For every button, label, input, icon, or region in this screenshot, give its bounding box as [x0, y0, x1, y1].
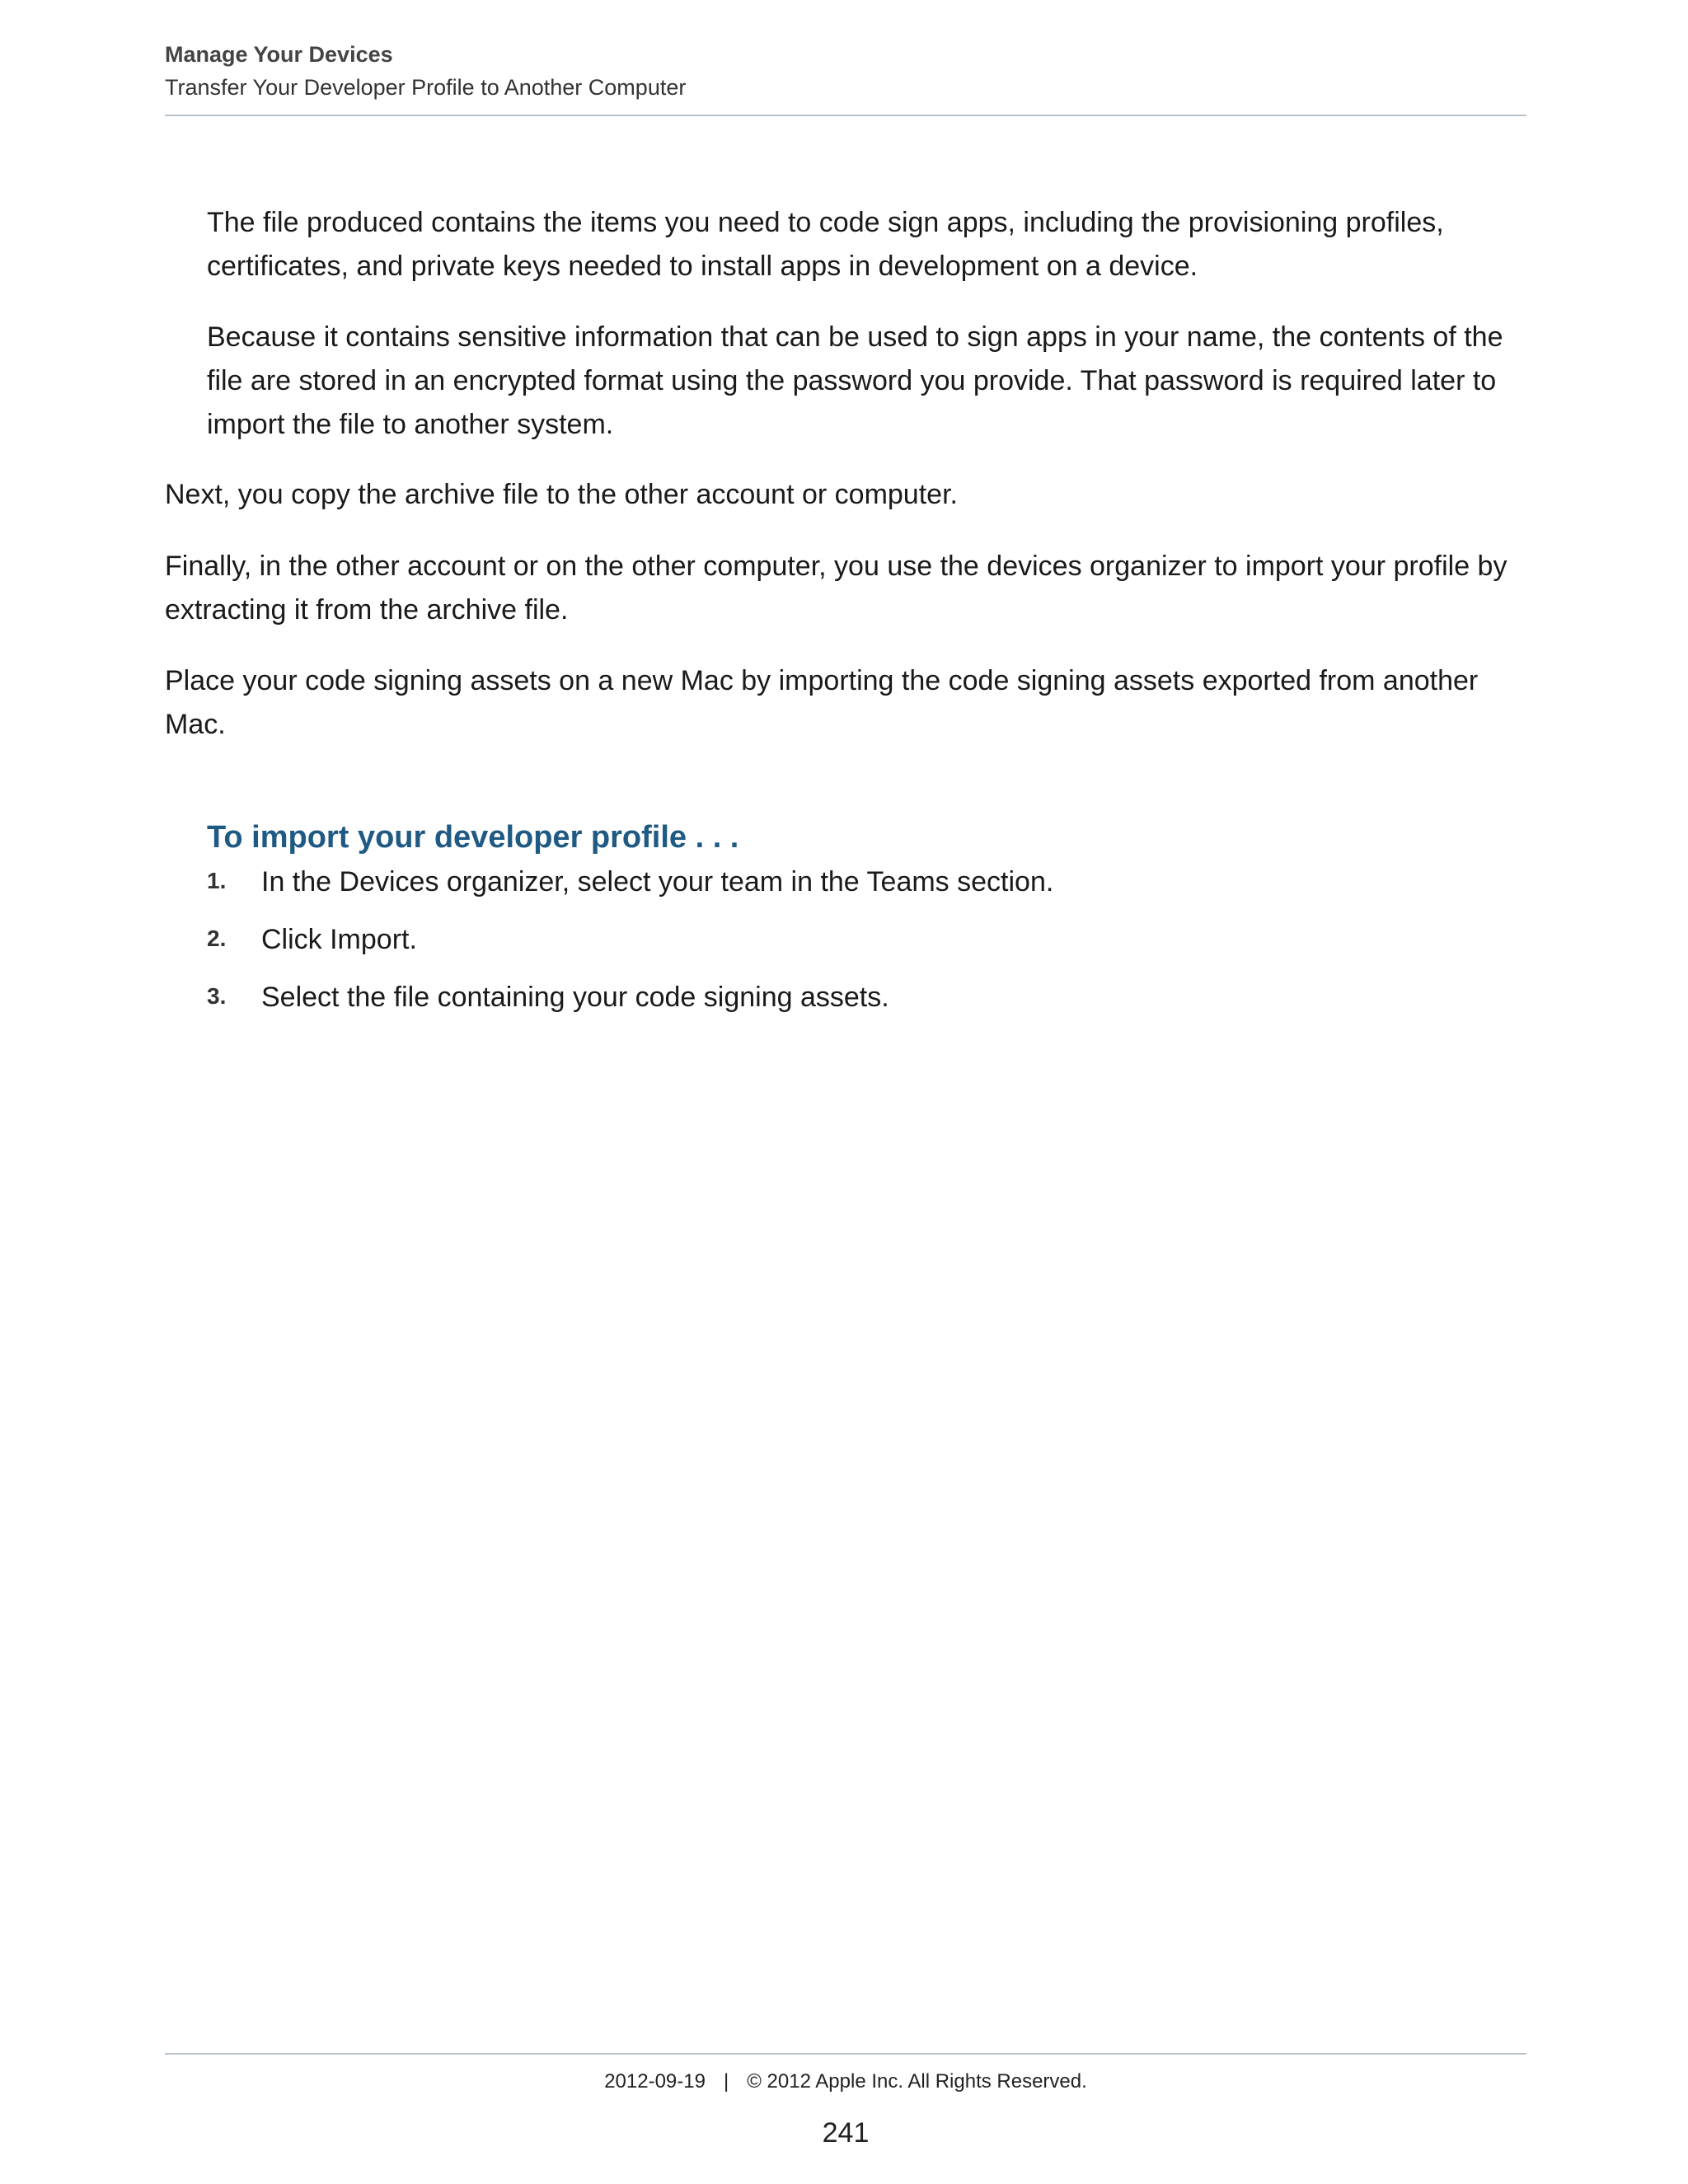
task-heading: To import your developer profile . . .	[207, 820, 739, 855]
paragraph-place-assets: Place your code signing assets on a new Mac by importing the code signing assets exported from another Mac.	[165, 665, 1479, 740]
page-number: 241	[822, 2117, 870, 2149]
section-title: Transfer Your Developer Profile to Another Computer	[165, 75, 687, 100]
footer-separator: |	[723, 2070, 729, 2093]
step-2	[207, 918, 1526, 964]
footer-date: 2012-09-19	[604, 2070, 706, 2093]
paragraph-copy-archive: Next, you copy the archive file to the other account or computer.	[165, 479, 958, 510]
paragraph-sensitive-info: Because it contains sensitive information that can be used to sign apps in your name, the contents of the file are stored in an encrypted format using the password you provide. That password is required later to import the file to another system.	[207, 321, 1503, 440]
step-1	[207, 860, 1526, 907]
page-footer	[165, 2067, 1526, 2097]
footer-copyright: © 2012 Apple Inc. All Rights Reserved.	[747, 2070, 1087, 2093]
step-text: Select the file containing your code signing assets.	[261, 982, 889, 1013]
step-text: In the Devices organizer, select your team in the Teams section.	[261, 866, 1054, 898]
paragraph-import-profile: Finally, in the other account or on the other computer, you use the devices organizer to import your profile by extracting it from the archive file.	[165, 551, 1507, 626]
paragraph-file-produced: The file produced contains the items you need to code sign apps, including the provisioning profiles, certificates, and private keys needed to install apps in development on a device.	[207, 207, 1444, 282]
footer-divider	[165, 2053, 1526, 2055]
step-number: 3.	[207, 983, 227, 1009]
header-divider	[165, 115, 1526, 116]
chapter-title: Manage Your Devices	[165, 42, 393, 67]
step-text: Click Import.	[261, 924, 417, 955]
page-header	[165, 38, 1526, 104]
step-3	[207, 976, 1526, 1022]
step-number: 2.	[207, 926, 227, 951]
step-number: 1.	[207, 868, 227, 893]
